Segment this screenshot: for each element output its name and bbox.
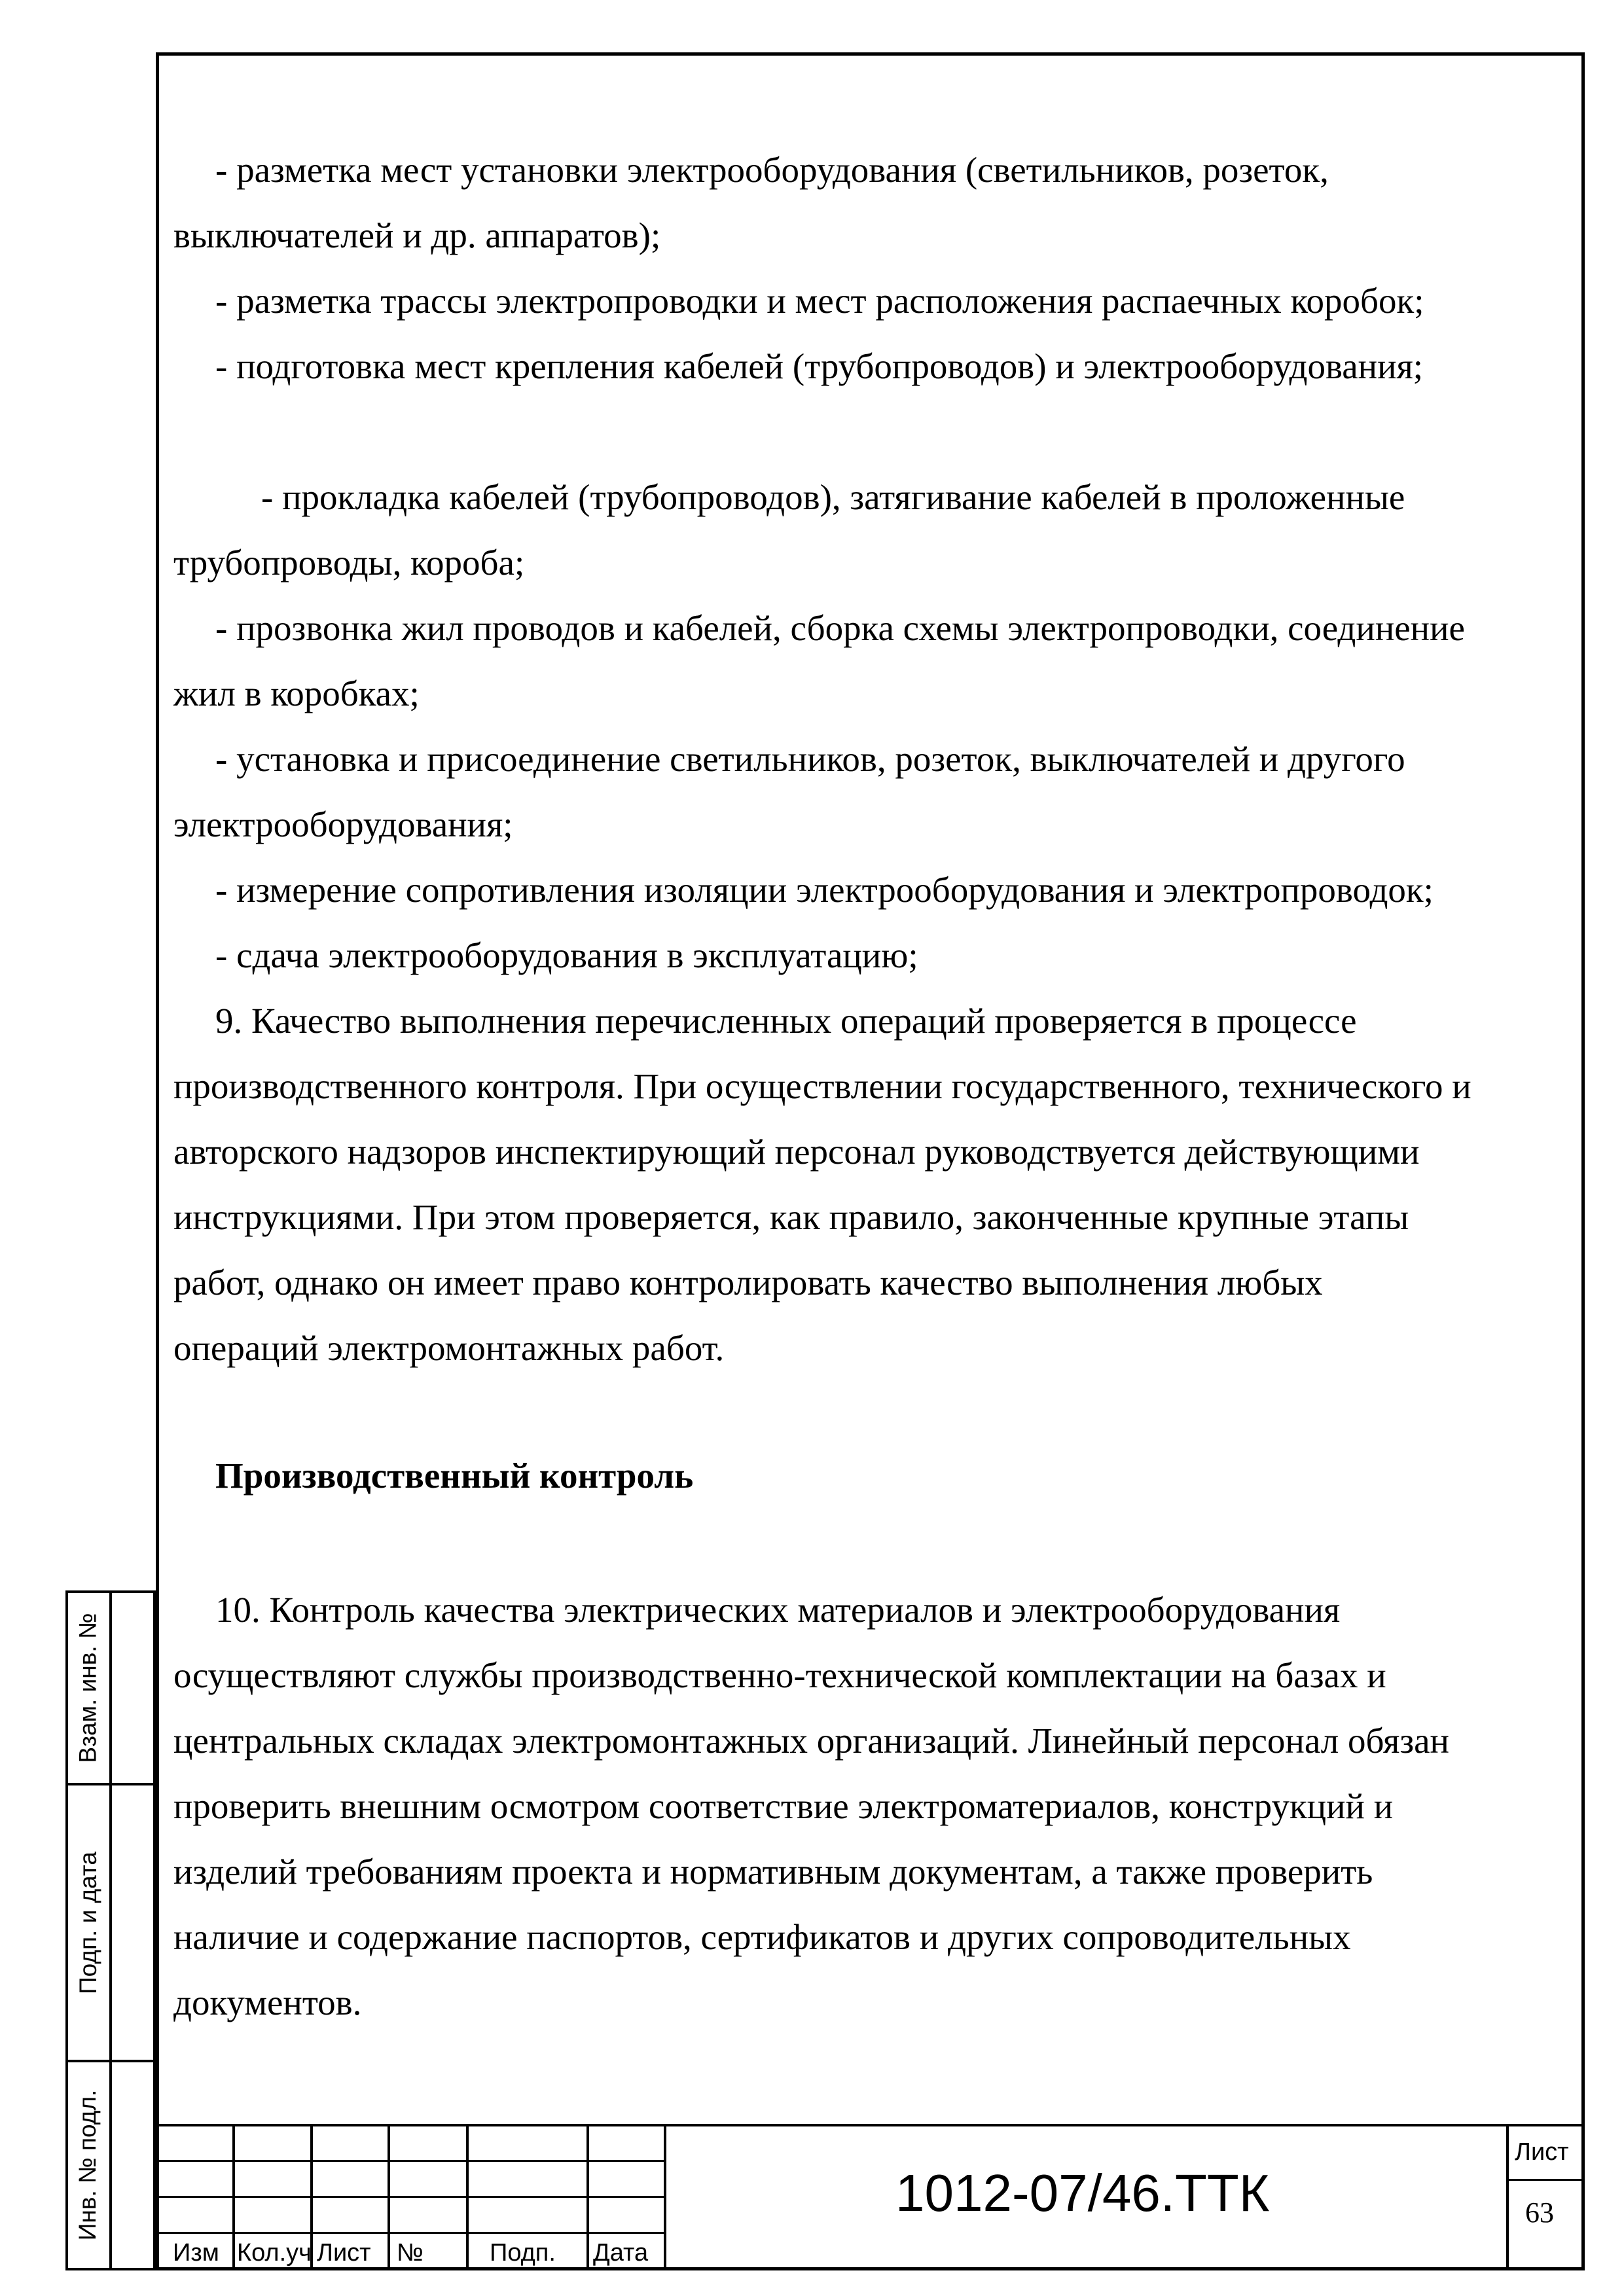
title-block-column-line (232, 2124, 235, 2270)
sheet-number: 63 (1525, 2197, 1554, 2229)
title-block (156, 2124, 1585, 2270)
text-line: 10. Контроль качества электрических материалов и электрооборудования (215, 1590, 1341, 1630)
text-line: трубопроводы, короба; (173, 543, 525, 583)
text-line: 9. Качество выполнения перечисленных операций проверяется в процессе (215, 1001, 1357, 1041)
column-label-number: № (397, 2239, 424, 2267)
title-block-top-border (156, 2124, 1585, 2126)
column-label-data: Дата (593, 2239, 649, 2267)
side-label-signature-date: Подп. и дата (74, 1851, 101, 1994)
text-line: документов. (173, 1982, 362, 2022)
text-line: осуществляют службы производственно-технической комплектации на базах и (173, 1655, 1386, 1695)
side-stamp (65, 1590, 156, 2270)
title-block-column-line (586, 2124, 589, 2270)
document-code: 1012-07/46.ТТК (895, 2164, 1270, 2222)
column-label-podp: Подп. (490, 2239, 556, 2267)
text-line: - разметка мест установки электрооборудования (светильников, розеток, (215, 150, 1329, 190)
text-line: авторского надзоров инспектирующий персонал руководствуется действующими (173, 1132, 1420, 1172)
text-line: - установка и присоединение светильников, розеток, выключателей и другого (215, 739, 1405, 779)
text-line: производственного контроля. При осуществлении государственного, технического и (173, 1066, 1471, 1106)
text-line: - прозвонка жил проводов и кабелей, сборка схемы электропроводки, соединение (215, 608, 1465, 648)
text-line: жил в коробках; (173, 673, 420, 713)
text-line: - сдача электрооборудования в эксплуатацию; (215, 935, 918, 975)
text-line: - разметка трассы электропроводки и мест расположения распаечных коробок; (215, 281, 1424, 321)
side-label-replacement-inv: Взам. инв. № (74, 1613, 101, 1763)
text-line: - прокладка кабелей (трубопроводов), затягивание кабелей в проложенные (261, 477, 1405, 517)
text-line: изделий требованиям проекта и нормативным документам, а также проверить (173, 1852, 1373, 1892)
text-line: работ, однако он имеет право контролировать качество выполнения любых (173, 1263, 1323, 1302)
section-heading: Производственный контроль (215, 1456, 694, 1496)
text-line: проверить внешним осмотром соответствие электроматериалов, конструкций и (173, 1786, 1394, 1826)
text-line: электрооборудования; (173, 804, 513, 844)
title-block-column-line (664, 2124, 666, 2270)
sheet-label: Лист (1515, 2138, 1569, 2166)
text-line: - измерение сопротивления изоляции электрооборудования и электропроводок; (215, 870, 1434, 910)
title-block-column-line (388, 2124, 390, 2270)
title-block-column-line (1506, 2124, 1509, 2270)
text-line: наличие и содержание паспортов, сертификатов и других сопроводительных (173, 1917, 1351, 1957)
text-line: центральных складах электромонтажных организаций. Линейный персонал обязан (173, 1721, 1449, 1761)
side-label-original-inv: Инв. № подл. (74, 2089, 101, 2241)
text-line: выключателей и др. аппаратов); (173, 215, 661, 255)
sheet-box-divider (1509, 2179, 1585, 2181)
text-line: инструкциями. При этом проверяется, как правило, законченные крупные этапы (173, 1197, 1409, 1237)
column-label-izm: Изм (173, 2239, 219, 2267)
text-line: - подготовка мест крепления кабелей (трубопроводов) и электрооборудования; (215, 346, 1424, 386)
text-line: операций электромонтажных работ. (173, 1328, 725, 1368)
column-label-kol-uch: Кол.уч (237, 2239, 312, 2267)
column-label-list: Лист (317, 2239, 371, 2267)
title-block-column-line (466, 2124, 469, 2270)
